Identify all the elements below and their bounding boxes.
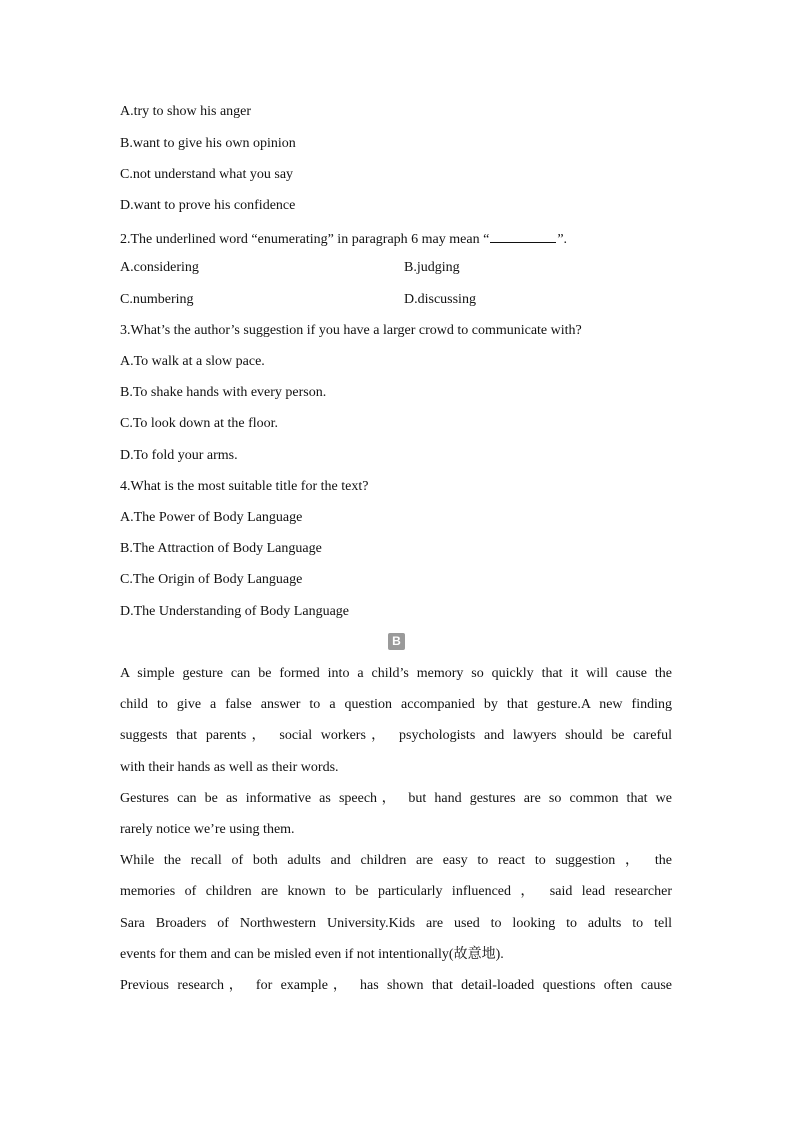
q3-option-d: D.To fold your arms. [120,448,238,463]
q2-option-c: C.numbering [120,292,194,307]
q4-option-d: D.The Understanding of Body Language [120,604,349,619]
q3-option-b: B.To shake hands with every person. [120,385,327,400]
passage-line: events for them and can be misled even if not intentionally(故意地). [120,947,504,962]
answer-blank [490,228,556,243]
passage-line: Sara Broaders of Northwestern University.Kids are used to looking to adults to tell [120,916,672,931]
q2-option-b: B.judging [404,260,460,275]
q2-option-a: A.considering [120,260,199,275]
q1-option-a: A.try to show his anger [120,104,252,119]
q4-option-c: C.The Origin of Body Language [120,572,303,587]
q2-option-d: D.discussing [404,292,476,307]
passage-line: rarely notice we’re using them. [120,822,295,837]
q3-option-a: A.To walk at a slow pace. [120,354,265,369]
q1-option-b: B.want to give his own opinion [120,136,296,151]
passage-line: While the recall of both adults and children are easy to react to suggestion ， the [120,853,672,868]
section-b-badge: B [388,633,405,650]
passage-line: Gestures can be as informative as speech， but hand gestures are so common that we [120,791,672,806]
passage-line: A simple gesture can be formed into a child’s memory so quickly that it will cause the [120,666,672,681]
q3-option-c: C.To look down at the floor. [120,416,279,431]
q4-option-a: A.The Power of Body Language [120,510,303,525]
q1-option-c: C.not understand what you say [120,167,294,182]
passage-line: with their hands as well as their words. [120,760,339,775]
q1-option-d: D.want to prove his confidence [120,198,296,213]
passage-line: memories of children are known to be particularly influenced ， said lead researcher [120,884,672,899]
q2-stem-after: ”. [557,232,568,247]
q3-stem: 3.What’s the author’s suggestion if you have a larger crowd to communicate with? [120,323,582,338]
q2-stem [120,228,567,249]
passage-line: Previous research， for example， has shown that detail-loaded questions often cause [120,978,672,993]
passage-line: suggests that parents， social workers， psychologists and lawyers should be careful [120,728,672,743]
q4-option-b: B.The Attraction of Body Language [120,541,322,556]
q2-stem-before: 2.The underlined word “enumerating” in paragraph 6 may mean “ [120,232,490,247]
q4-stem: 4.What is the most suitable title for the text? [120,479,369,494]
q2-options-row-1 [120,259,199,277]
passage-line: child to give a false answer to a question accompanied by that gesture.A new finding [120,697,672,712]
